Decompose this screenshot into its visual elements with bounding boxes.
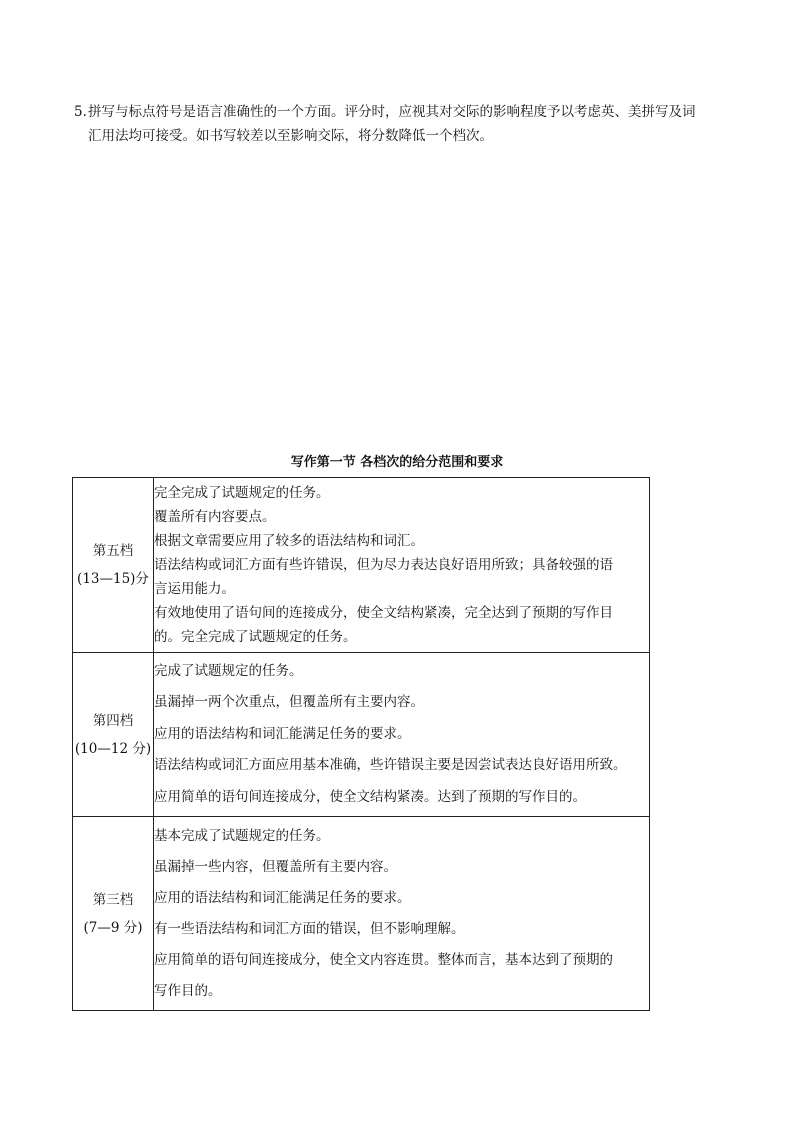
requirement-line: 覆盖所有内容要点。 [154, 509, 276, 525]
level-cell [73, 478, 154, 653]
table-row [73, 817, 650, 1011]
level-name: 第三档 [92, 891, 134, 908]
requirement-line: 应用简单的语句间连接成分，使全文内容连贯。整体而言，基本达到了预期的 [154, 951, 613, 968]
table-row [73, 653, 650, 817]
note-line-1: 拼写与标点符号是语言准确性的一个方面。评分时，应视其对交际的影响程度予以考虑英、美拼写及词 [88, 104, 696, 120]
requirement-line: 有效地使用了语句间的连接成分，使全文结构紧凑，完全达到了预期的写作目 [154, 605, 613, 621]
requirement-line: 根据文章需要应用了较多的语法结构和词汇。 [154, 533, 424, 549]
note-number: 5. [74, 104, 87, 120]
requirement-line: 的。完全完成了试题规定的任务。 [154, 629, 357, 645]
note-line-2: 汇用法均可接受。如书写较差以至影响交际，将分数降低一个档次。 [88, 128, 493, 144]
requirement-line: 言运用能力。 [154, 581, 235, 597]
level-range: (13—15)分 [77, 571, 149, 587]
requirement-line: 虽漏掉一些内容，但覆盖所有主要内容。 [154, 858, 397, 875]
requirements-cell [154, 653, 650, 817]
scoring-note [74, 100, 734, 148]
requirements-cell [154, 817, 650, 1011]
requirement-line: 有一些语法结构和词汇方面的错误，但不影响理解。 [154, 920, 465, 937]
requirement-line: 完全完成了试题规定的任务。 [154, 485, 330, 501]
table-row [73, 478, 650, 653]
requirement-line: 应用的语法结构和词汇能满足任务的要求。 [154, 725, 411, 742]
requirement-line: 语法结构或词汇方面应用基本准确，些许错误主要是因尝试表达良好语用所致。 [154, 757, 627, 774]
level-cell [73, 817, 154, 1011]
requirement-line: 应用简单的语句间连接成分，使全文结构紧凑。达到了预期的写作目的。 [154, 788, 586, 805]
requirements-cell [154, 478, 650, 653]
requirement-line: 完成了试题规定的任务。 [154, 662, 303, 679]
level-range: (7—9 分) [83, 919, 143, 936]
level-range: (10—12 分) [74, 740, 152, 757]
level-name: 第四档 [92, 712, 134, 729]
requirement-line: 基本完成了试题规定的任务。 [154, 827, 330, 844]
requirement-line: 语法结构或词汇方面有些许错误，但为尽力表达良好语用所致；具备较强的语 [154, 557, 613, 573]
requirement-line: 应用的语法结构和词汇能满足任务的要求。 [154, 889, 411, 906]
requirement-line: 写作目的。 [154, 982, 222, 999]
requirement-line: 虽漏掉一两个次重点，但覆盖所有主要内容。 [154, 694, 424, 711]
level-cell [73, 653, 154, 817]
table-caption: 写作第一节 各档次的给分范围和要求 [290, 455, 504, 470]
level-name: 第五档 [92, 543, 134, 559]
scoring-rubric-table [72, 477, 650, 1011]
